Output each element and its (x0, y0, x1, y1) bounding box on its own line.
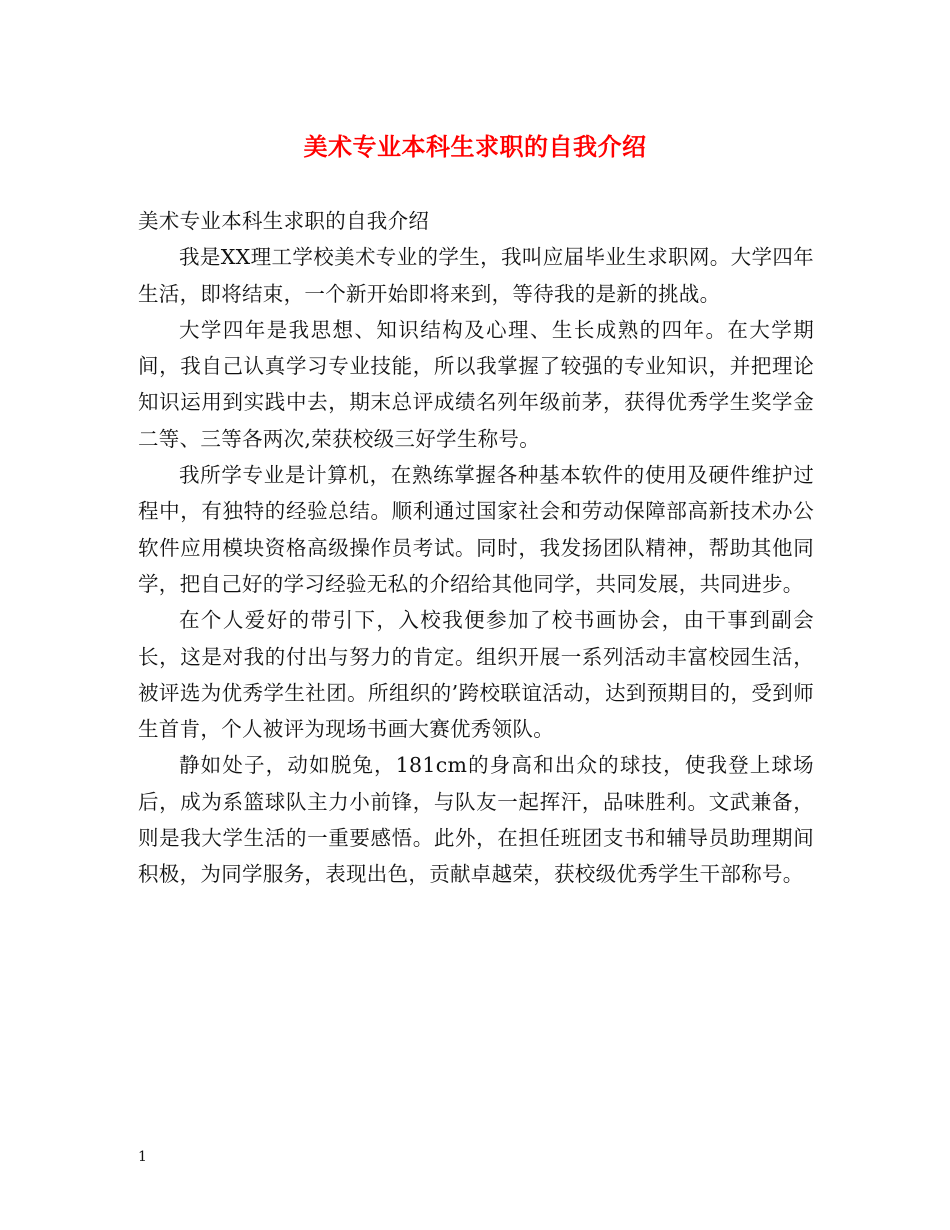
paragraph: 我是XX理工学校美术专业的学生，我叫应届毕业生求职网。大学四年生活，即将结束，一个新开始即将来到，等待我的是新的挑战。 (138, 245, 814, 306)
document-body (138, 203, 814, 893)
document-title: 美术专业本科生求职的自我介绍 (303, 132, 647, 161)
paragraph: 大学四年是我思想、知识结构及心理、生长成熟的四年。在大学期间，我自己认真学习专业技能，所以我掌握了较强的专业知识，并把理论知识运用到实践中去，期末总评成绩名列年级前茅，获得优秀学生奖学金二等、三等各两次,荣获校级三好学生称号。 (138, 317, 814, 451)
document-subtitle: 美术专业本科生求职的自我介绍 (138, 209, 430, 233)
paragraph: 静如处子，动如脱兔，181cm的身高和出众的球技，使我登上球场后，成为系篮球队主力小前锋，与队友一起挥汗，品味胜利。文武兼备，则是我大学生活的一重要感悟。此外，在担任班团支书和辅导员助理期间积极，为同学服务，表现出色，贡献卓越荣，获校级优秀学生干部称号。 (138, 753, 814, 887)
page-number: 1 (138, 1149, 147, 1165)
paragraph: 在个人爱好的带引下，入校我便参加了校书画协会，由干事到副会长，这是对我的付出与努力的肯定。组织开展一系列活动丰富校园生活，被评选为优秀学生社团。所组织的’跨校联谊活动，达到预期目的，受到师生首肯，个人被评为现场书画大赛优秀领队。 (138, 608, 814, 742)
paragraph: 我所学专业是计算机，在熟练掌握各种基本软件的使用及硬件维护过程中，有独特的经验总结。顺利通过国家社会和劳动保障部高新技术办公软件应用模块资格高级操作员考试。同时，我发扬团队精神，帮助其他同学，把自己好的学习经验无私的介绍给其他同学，共同发展，共同进步。 (138, 463, 814, 596)
